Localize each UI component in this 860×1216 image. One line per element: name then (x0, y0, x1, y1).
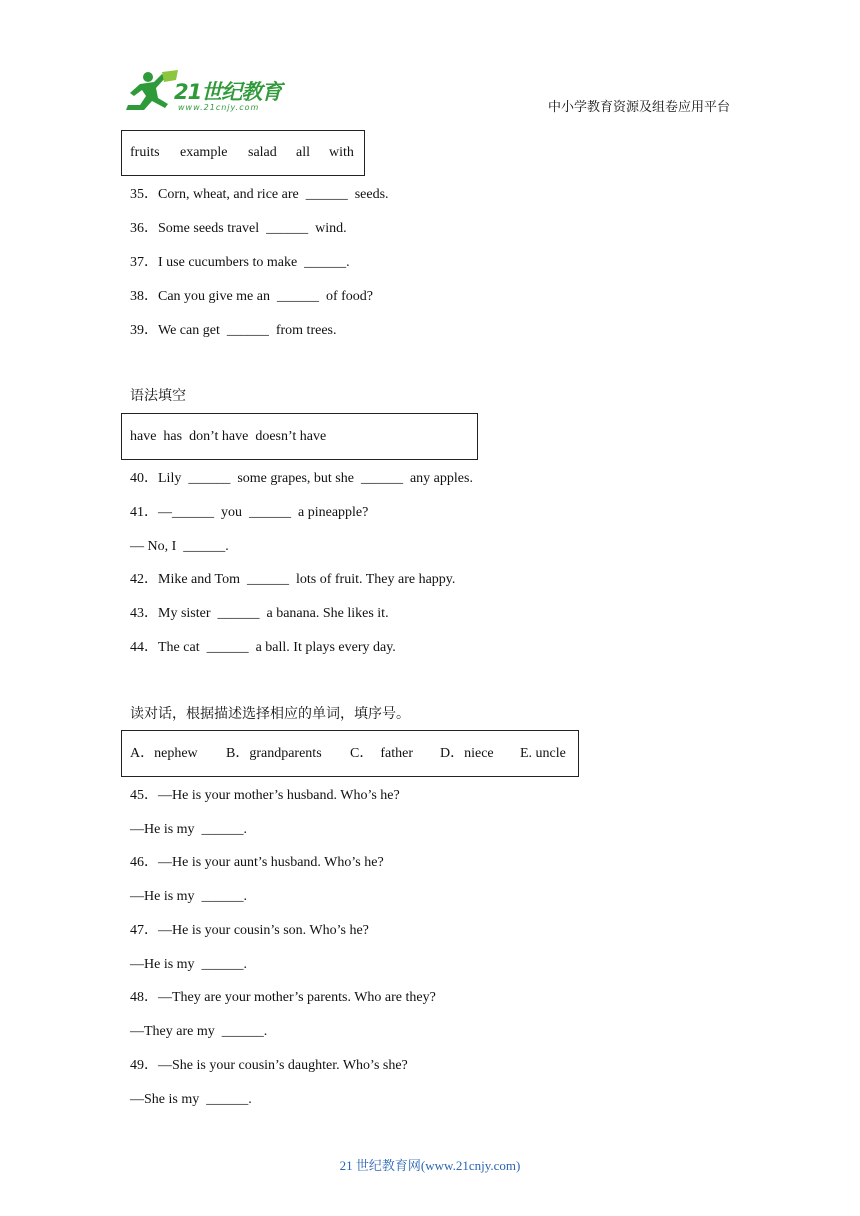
question-40: 40．Lily ______ some grapes, but she ______ any apples. (130, 471, 473, 486)
option-c: C． father (350, 745, 413, 761)
option-d: D．niece (440, 745, 494, 761)
logo (122, 70, 292, 116)
question-35: 35．Corn, wheat, and rice are ______ seeds. (130, 187, 389, 202)
question-38: 38．Can you give me an ______ of food? (130, 289, 374, 304)
word-bank-1 (121, 130, 365, 176)
word-salad: salad (248, 145, 277, 160)
platform-name: 中小学教育资源及组卷应用平台 (548, 99, 731, 114)
question-45-answer: —He is my ______. (130, 822, 248, 837)
word-bank-2 (121, 413, 478, 460)
question-43: 43．My sister ______ a banana. She likes it. (130, 606, 389, 621)
question-46: 46．—He is your aunt’s husband. Who’s he? (130, 855, 384, 870)
option-a: A．nephew (130, 745, 198, 761)
question-48: 48．—They are your mother’s parents. Who are they? (130, 990, 436, 1005)
question-46-answer: —He is my ______. (130, 889, 248, 904)
question-37: 37．I use cucumbers to make ______. (130, 255, 350, 270)
word-example: example (180, 145, 228, 160)
word-bank-2-text: have has don’t have doesn’t have (130, 428, 327, 444)
option-bank (121, 730, 579, 777)
word-fruits: fruits (130, 145, 160, 160)
question-48-answer: —They are my ______. (130, 1024, 268, 1039)
question-41-answer: — No, I ______. (130, 539, 229, 554)
word-with: with (329, 145, 354, 160)
question-47: 47．—He is your cousin’s son. Who’s he? (130, 923, 369, 938)
question-44: 44．The cat ______ a ball. It plays every day. (130, 640, 396, 655)
question-47-answer: —He is my ______. (130, 957, 248, 972)
question-41: 41．—______ you ______ a pineapple? (130, 505, 369, 520)
word-all: all (296, 145, 310, 160)
logo-url: www.21cnjy.com (178, 103, 260, 112)
question-49-answer: —She is my ______. (130, 1092, 252, 1107)
footer[interactable]: 21 世纪教育网(www.21cnjy.com) (339, 1158, 521, 1173)
logo-text: 21世纪教育 (174, 80, 282, 104)
question-36: 36．Some seeds travel ______ wind. (130, 221, 347, 236)
question-39: 39．We can get ______ from trees. (130, 323, 337, 338)
question-49: 49．—She is your cousin’s daughter. Who’s she? (130, 1058, 408, 1073)
question-45: 45．—He is your mother’s husband. Who’s he? (130, 788, 400, 803)
question-42: 42．Mike and Tom ______ lots of fruit. They are happy. (130, 572, 456, 587)
section-title-grammar: 语法填空 (130, 389, 186, 404)
option-e: E. uncle (520, 745, 566, 761)
section-title-dialogue: 读对话，根据描述选择相应的单词，填序号。 (130, 707, 410, 722)
option-b: B．grandparents (226, 745, 322, 761)
